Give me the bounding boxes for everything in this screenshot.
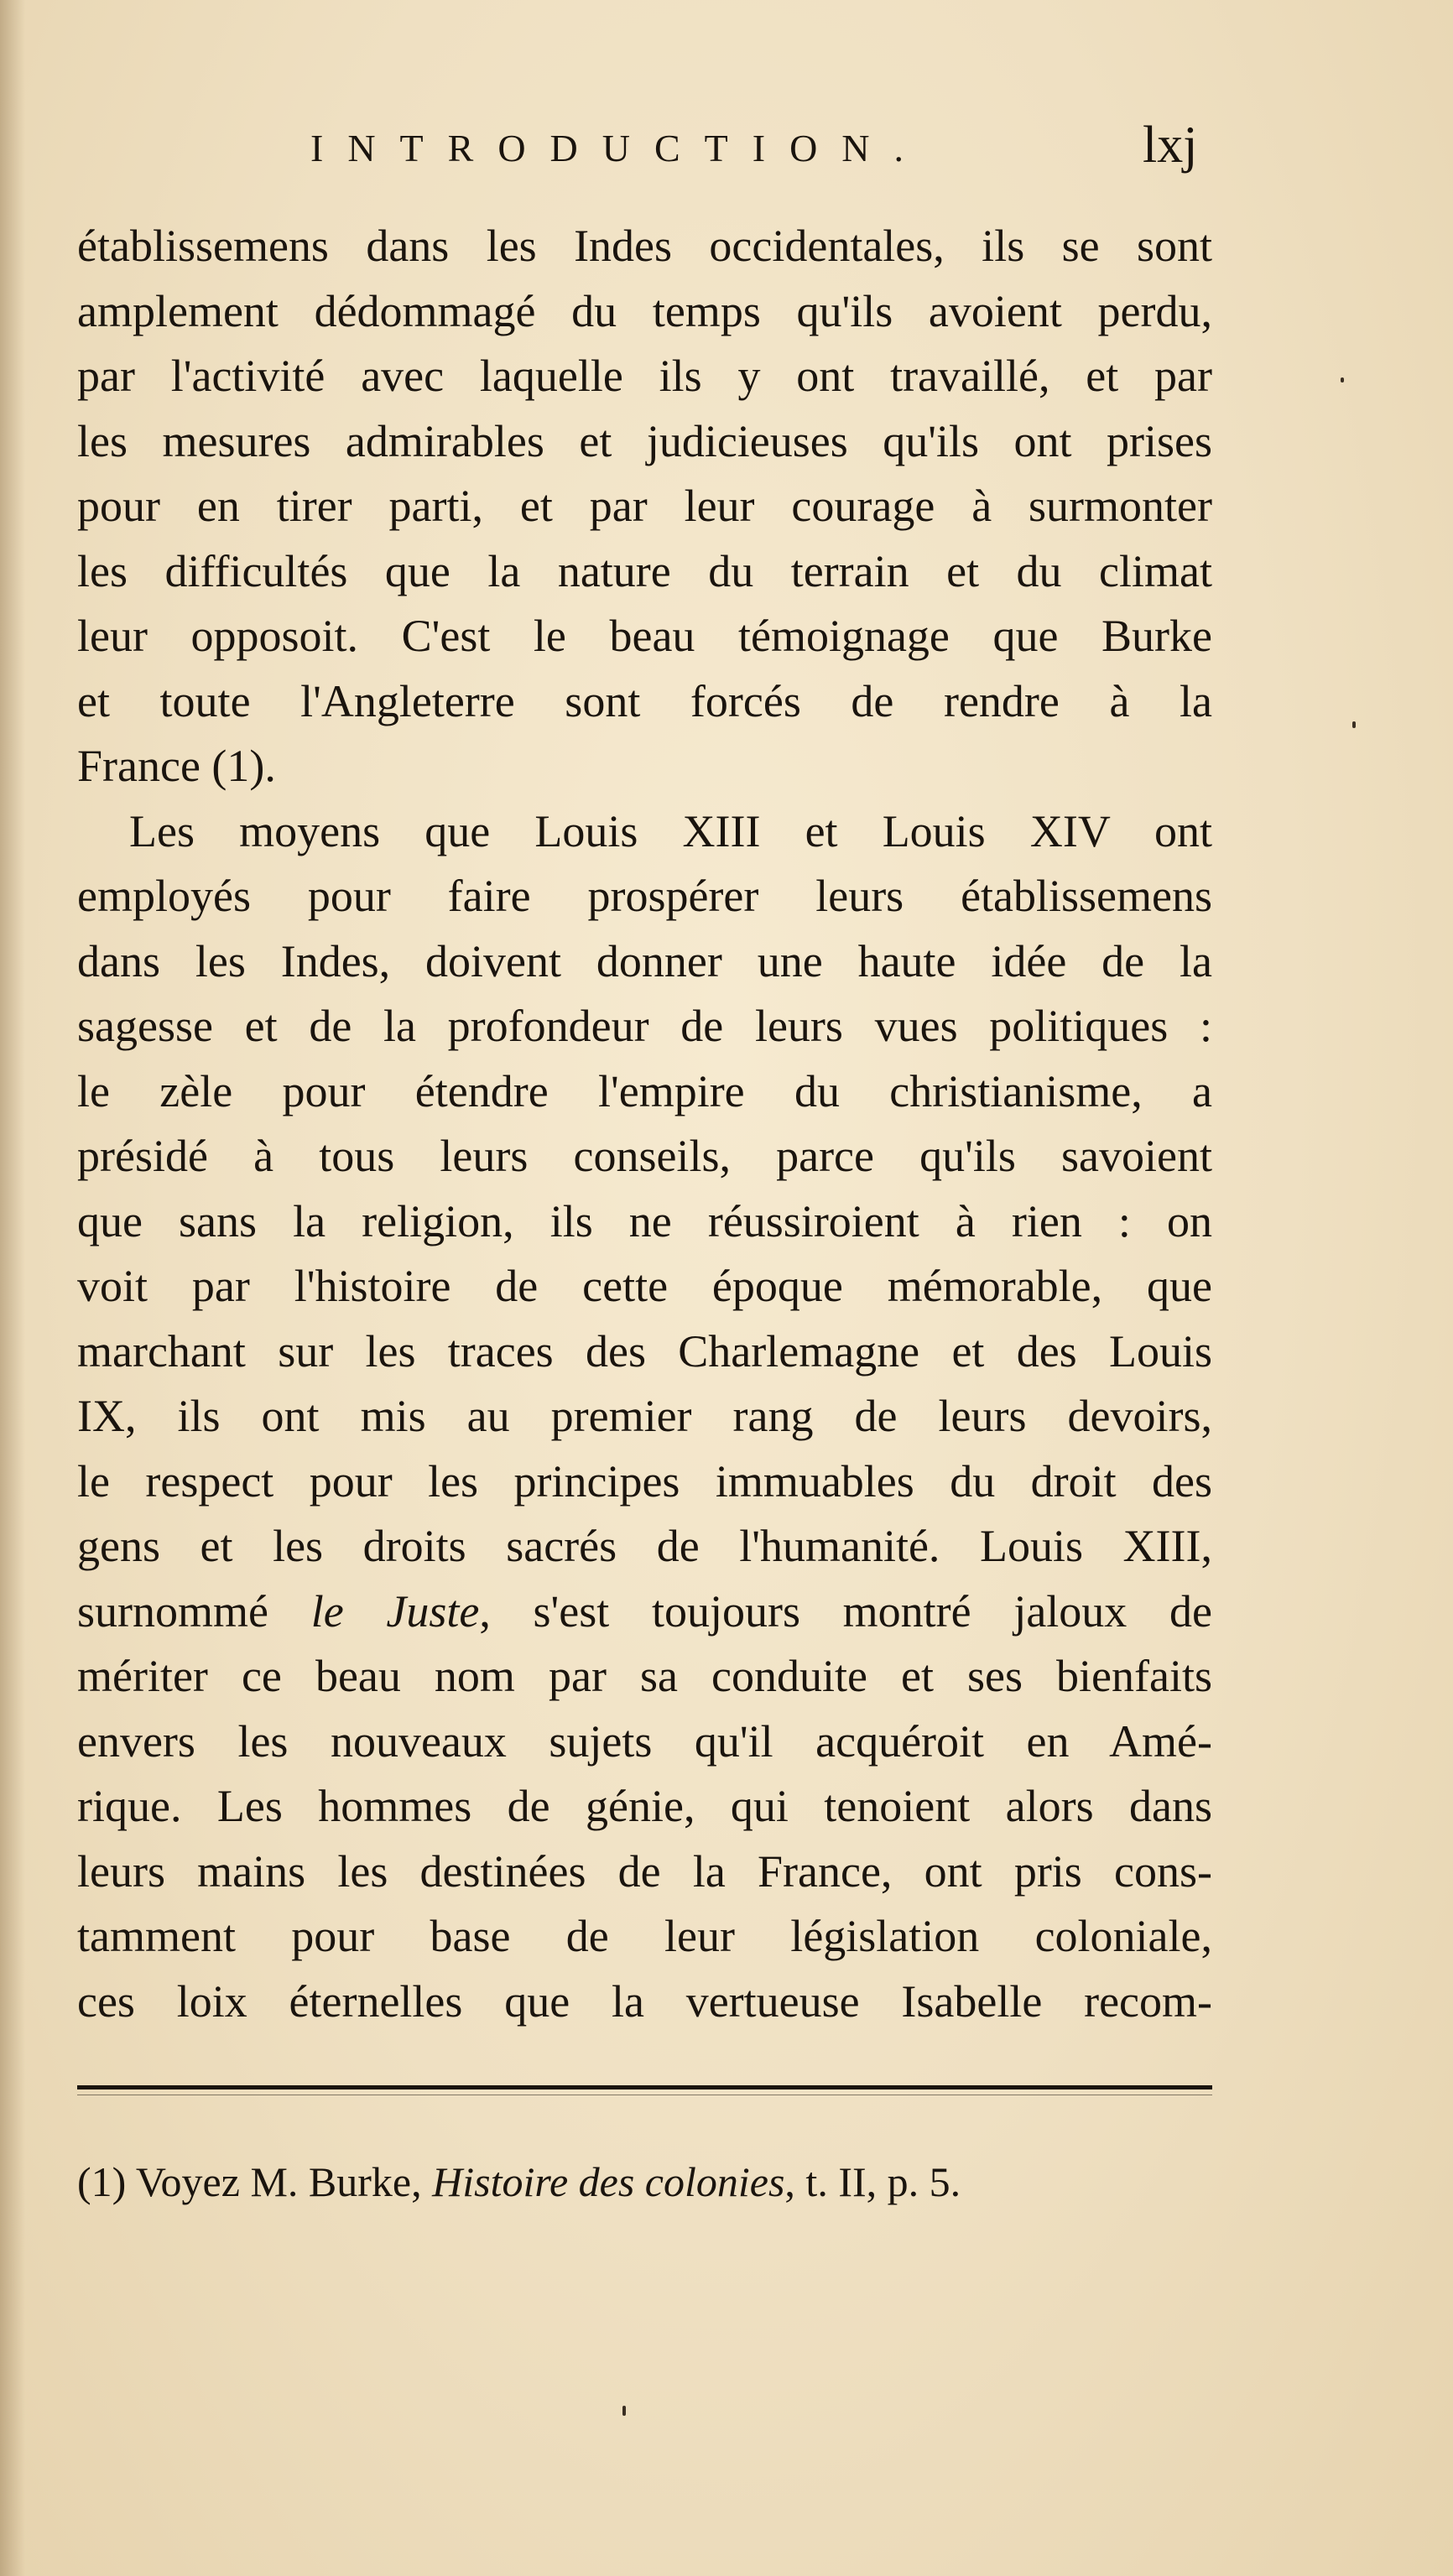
text-line: et toute l'Angleterre sont forcés de rendre à la (77, 675, 1212, 726)
italic-text: le Juste (310, 1585, 480, 1637)
text-line: dans les Indes, doivent donner une haute idée de la (77, 935, 1212, 986)
page-edge-shadow (0, 0, 25, 2576)
text-line: ces loix éternelles que la vertueuse Isabelle recom- (77, 1975, 1212, 2027)
text-line: par l'activité avec laquelle ils y ont travaillé, et par (77, 351, 1212, 401)
text-segment: surnommé (77, 1585, 311, 1637)
text-line: mériter ce beau nom par sa conduite et ses bienfaits (77, 1651, 1212, 1701)
text-line: leur opposoit. C'est le beau témoignage que Burke (77, 611, 1212, 661)
footnote-rule (77, 2085, 1212, 2089)
text-line: présidé à tous leurs conseils, parce qu'ils savoient (77, 1131, 1212, 1181)
text-line: France (1). (77, 741, 276, 791)
text-line: sagesse et de la profondeur de leurs vues politiques : (77, 1001, 1212, 1051)
text-line: amplement dédommagé du temps qu'ils avoient perdu, (77, 285, 1212, 336)
text-line: le respect pour les principes immuables du droit des (77, 1455, 1212, 1507)
body-text (77, 214, 1212, 2034)
text-line: leurs mains les destinées de la France, ont pris cons- (77, 1845, 1212, 1897)
page-number: lxj (1143, 117, 1198, 174)
text-line (77, 1579, 1212, 1645)
text-line: les mesures admirables et judicieuses qu'ils ont prises (77, 415, 1212, 466)
ink-speck (622, 2406, 626, 2416)
footnote (77, 2152, 1212, 2211)
text-line: IX, ils ont mis au premier rang de leurs devoirs, (77, 1391, 1212, 1441)
running-head: INTRODUCTION. (310, 127, 929, 169)
text-line: employés pour faire prospérer leurs établissemens (77, 871, 1212, 921)
text-line: envers les nouveaux sujets qu'il acquéroit en Amé- (77, 1715, 1212, 1767)
text-line: les difficultés que la nature du terrain et du climat (77, 545, 1212, 596)
footnote-prefix: (1) Voyez M. Burke, (77, 2158, 433, 2205)
text-segment: , s'est toujours montré jaloux de (479, 1585, 1212, 1637)
footnote-suffix: , t. II, p. 5. (784, 2158, 961, 2205)
text-line: tamment pour base de leur législation coloniale, (77, 1911, 1212, 1961)
text-line: le zèle pour étendre l'empire du christianisme, a (77, 1065, 1212, 1116)
text-line: pour en tirer parti, et par leur courage à surmonter (77, 481, 1212, 531)
ink-speck (1352, 721, 1356, 728)
text-line: voit par l'histoire de cette époque mémorable, que (77, 1261, 1212, 1311)
text-line: que sans la religion, ils ne réussiroient à rien : on (77, 1195, 1212, 1246)
text-line: Les moyens que Louis XIII et Louis XIV ont (129, 805, 1212, 856)
text-line: rique. Les hommes de génie, qui tenoient alors dans (77, 1781, 1212, 1831)
text-line: établissemens dans les Indes occidentales, ils se sont (77, 221, 1212, 271)
text-line: gens et les droits sacrés de l'humanité. Louis XIII, (77, 1521, 1212, 1571)
ink-speck (1341, 377, 1344, 382)
footnote-title: Histoire des colonies (432, 2158, 785, 2205)
text-line: marchant sur les traces des Charlemagne et des Louis (77, 1325, 1212, 1376)
